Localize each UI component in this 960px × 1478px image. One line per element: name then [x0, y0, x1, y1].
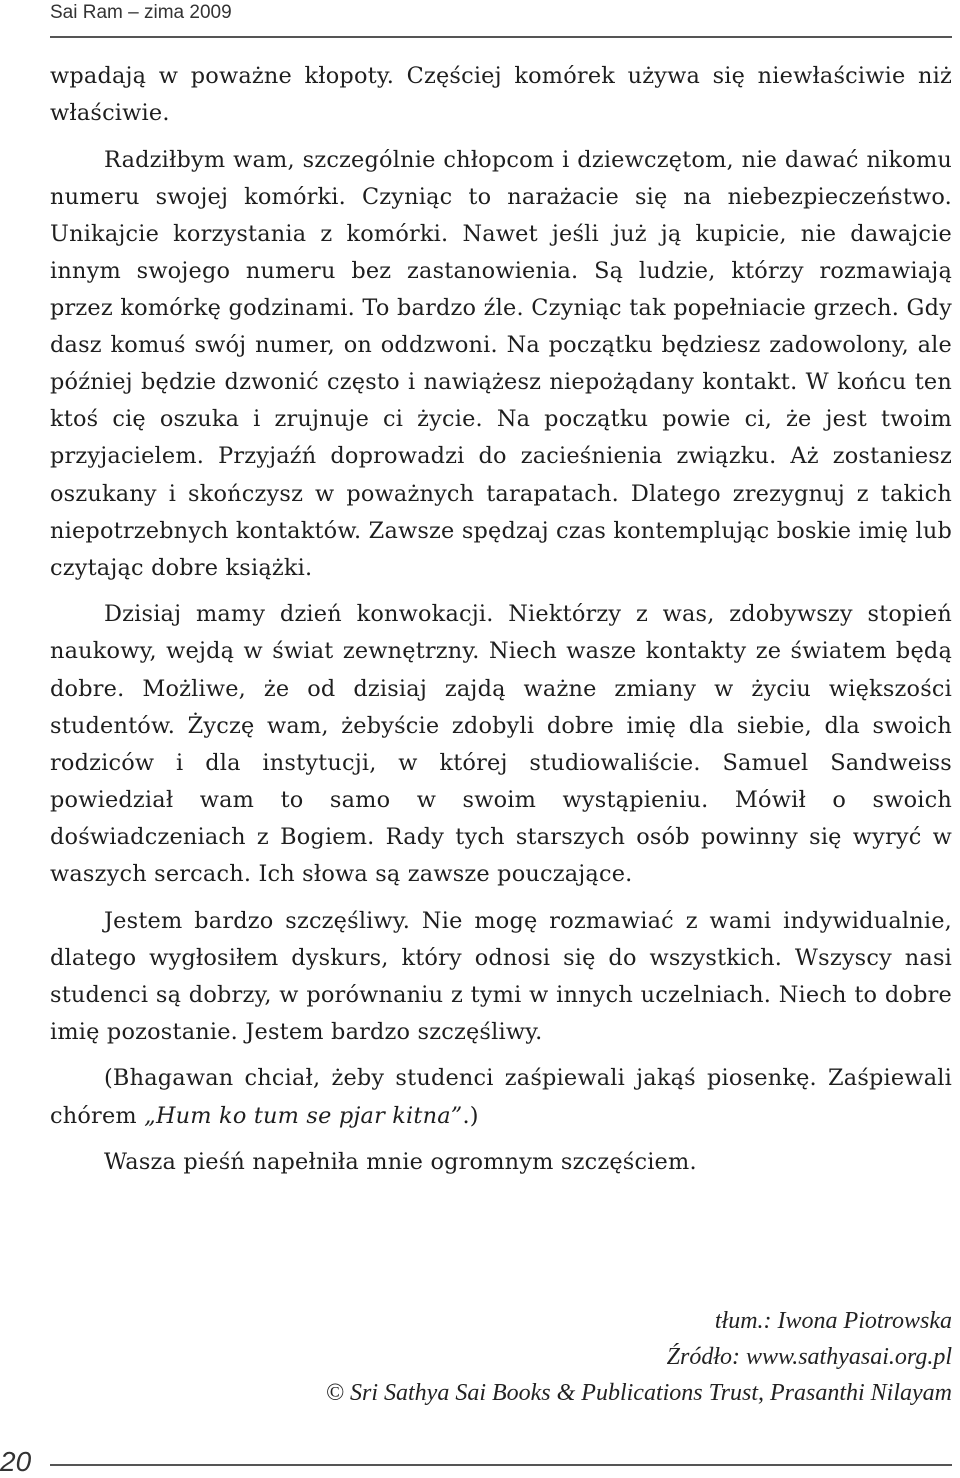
song-note-text: (Bhagawan chciał, żeby studenci zaśpiewali jakąś piosenkę. Zaśpiewali chórem [50, 1065, 952, 1129]
translator-credit: tłum.: Iwona Piotrowska [714, 1308, 952, 1334]
song-note [50, 1060, 952, 1134]
copyright-notice: © Sri Sathya Sai Books & Publications Trust, Prasanthi Nilayam [325, 1380, 952, 1406]
source-credit: Źródło: www.sathyasai.org.pl [666, 1344, 952, 1370]
closing-sentence: Wasza pieśń napełniła mnie ogromnym szczęściem. [104, 1149, 697, 1176]
credits-block [326, 1303, 952, 1411]
song-note-end: .) [462, 1102, 479, 1129]
page-number: 20 [0, 1446, 32, 1477]
running-header: Sai Ram – zima 2009 [50, 2, 232, 23]
paragraph: Radziłbym wam, szczególnie chłopcom i dziewczętom, nie dawać nikomu numeru swojej komórki. Czyniąc to narażacie się na niebezpieczeństwo. Unikajcie korzystania z komórki. Nawet jeśli już ją kupicie, nie dawajcie innym swojego numeru bez zastanowienia. Są ludzie, którzy rozmawiają przez komórkę godzinami. To bardzo źle. Czyniąc tak popełniacie grzech. Gdy dasz komuś swój numer, on oddzwoni. Na początku będziesz zadowolony, ale później będzie dzwonić często i nawiążesz niepożądany kontakt. W końcu ten ktoś cię oszuka i zrujnuje ci życie. Na początku powie ci, że jest twoim przyjacielem. Przyjaźń doprowadzi do zacieśnienia związku. Aż zostaniesz oszukany i skończysz w poważnych tarapatach. Dlatego zrezygnuj z takich niepotrzebnych kontaktów. Zawsze spędzaj czas kontemplując boskie imię lub czytając dobre książki. [50, 146, 952, 581]
paragraph: wpadają w poważne kłopoty. Częściej komórek używa się niewłaściwie niż właściwie. [50, 63, 952, 127]
footer-divider [50, 1464, 952, 1466]
paragraph: Dzisiaj mamy dzień konwokacji. Niektórzy z was, zdobywszy stopień naukowy, wejdą w świat zewnętrzny. Niech wasze kontakty ze światem będą dobre. Możliwe, że od dzisiaj zajdą ważne zmiany w życiu większości studentów. Życzę wam, żebyście zdobyli dobre imię dla siebie, dla swoich rodziców i dla instytucji, w której studiowaliście. Samuel Sandweiss powiedział wam to samo w swoim wystąpieniu. Mówił o swoich doświadczeniach z Bogiem. Rady tych starszych osób powinny się wyryć w waszych sercach. Ich słowa są zawsze pouczające. [50, 601, 952, 887]
paragraph: Jestem bardzo szczęśliwy. Nie mogę rozmawiać z wami indywidualnie, dlatego wygłosiłem dyskurs, który odnosi się do wszystkich. Wszyscy nasi studenci są dobrzy, w porównaniu z tymi w innych uczelniach. Niech to dobre imię pozostanie. Jestem bardzo szczęśliwy. [50, 907, 952, 1045]
song-title: „Hum ko tum se pjar kitna” [144, 1102, 463, 1129]
article-body [50, 58, 952, 1181]
header-divider [50, 36, 952, 38]
